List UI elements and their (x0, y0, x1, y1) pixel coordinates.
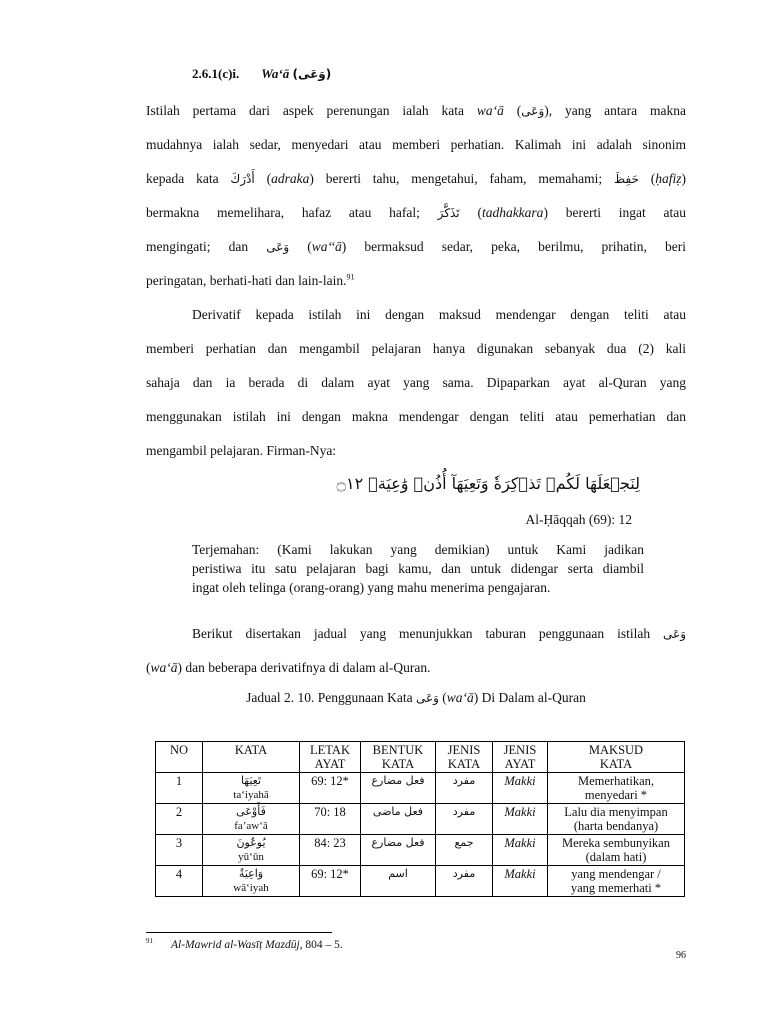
section-title: Wa‘ā (261, 66, 290, 81)
maksud-line: (harta bendanya) (573, 819, 659, 833)
cell-letak-ayat: 84: 23 (300, 835, 361, 866)
paragraph-3 (146, 617, 686, 685)
text-run: mengingati; dan (146, 239, 267, 254)
cell-letak-ayat: 70: 18 (300, 804, 361, 835)
text-run: kepada kata (146, 171, 231, 186)
text-run: ) (681, 171, 686, 186)
header-jenis-ayat (493, 742, 548, 773)
cell-bentuk-kata: فعل ماضى (361, 804, 436, 835)
verse-reference: Al-Ḥāqqah (69): 12 (525, 512, 632, 527)
arabic-term: تَذَكَّرَ (437, 206, 460, 220)
footnote-source-title: Al-Mawrid al-Wasīṭ Mazdūj (171, 939, 300, 951)
page-number: 96 (676, 950, 686, 961)
header-kata: KATA (203, 742, 300, 773)
kata-transliteration: ta‘iyahā (233, 789, 269, 801)
cell-jenis-ayat: Makki (493, 866, 548, 897)
kata-arabic: فَأَوْعَى (236, 805, 266, 818)
text-line: Terjemahan: (Kami lakukan yang demikian) untuk Kami jadikan (192, 542, 644, 557)
text-line: ingat oleh telinga (orang-orang) yang mahu menerima pengajaran. (192, 580, 551, 595)
table-row (156, 866, 685, 897)
arabic-term: حَفِظَ (613, 172, 639, 186)
cell-jenis-kata: مفرد (436, 866, 493, 897)
text-run: ), yang antara makna (544, 103, 686, 118)
cell-kata (203, 835, 300, 866)
arabic-term: وَعَى (266, 240, 290, 254)
text-line (146, 196, 686, 230)
kata-transliteration: fa’aw‘ā (234, 820, 268, 832)
term-adraka: adraka (271, 171, 310, 186)
paragraph-2 (146, 298, 686, 468)
header-maksud-kata (548, 742, 685, 773)
text-line: menggunakan istilah ini dengan makna mendengar dengan teliti atau pemerhatian dan (146, 409, 686, 424)
text-run: ( (289, 239, 312, 254)
text-run: ) dan beberapa derivatifnya di dalam al-Quran. (177, 660, 431, 675)
term-wa-a: wa‘ā (476, 103, 504, 118)
cell-bentuk-kata: فعل مضارع (361, 835, 436, 866)
text-run: ( (254, 171, 272, 186)
cell-kata (203, 804, 300, 835)
kata-arabic: تَعِيَهَا (240, 774, 262, 787)
text-line: peristiwa itu satu pelajaran bagi kamu, dan untuk didengar serta diambil (192, 561, 644, 576)
header-line: KATA (381, 757, 415, 771)
table-caption (146, 690, 686, 706)
header-line: KATA (447, 757, 481, 771)
section-number: 2.6.1(c)i. (192, 66, 240, 81)
header-line: JENIS (503, 743, 537, 757)
maksud-line: Mereka sembunyikan (562, 836, 670, 850)
maksud-line: Memerhatikan, (577, 774, 654, 788)
cell-no: 1 (156, 773, 203, 804)
cell-maksud (548, 804, 685, 835)
header-line: AYAT (314, 757, 346, 771)
term-wa-a: wa‘ā (446, 690, 474, 705)
cell-jenis-kata: مفرد (436, 773, 493, 804)
cell-letak-ayat: 69: 12* (300, 866, 361, 897)
arabic-term: وَعَى (663, 627, 686, 641)
cell-kata (203, 866, 300, 897)
kata-transliteration: wā‘iyah (233, 882, 269, 894)
header-line: AYAT (504, 757, 536, 771)
text-line: mudahnya ialah sedar, menyedari atau memberi perhatian. Kalimah ini adalah sinonim (146, 137, 686, 152)
term-wa-a: wa‘ā (150, 660, 178, 675)
text-line: memberi perhatian dan mengambil pelajaran hanya digunakan sebanyak dua (2) kali (146, 341, 686, 356)
arabic-term: وَعَى (415, 691, 439, 705)
term-wa-a: wa‘‘ā (311, 239, 342, 254)
maksud-line: yang memerhati * (570, 881, 662, 895)
text-run: ( (146, 660, 151, 675)
text-line: Derivatif kepada istilah ini dengan maksud mendengar dengan teliti atau (192, 307, 686, 322)
text-run: peringatan, berhati-hati dan lain-lain. (146, 273, 347, 288)
term-tadhakkara: tadhakkara (481, 205, 544, 220)
text-run: ) bermaksud sedar, peka, berilmu, prihatin, beri (341, 239, 687, 254)
table-row (156, 804, 685, 835)
text-line (146, 651, 686, 685)
text-run: Berikut disertakan jadual yang menunjukkan taburan penggunaan istilah (192, 626, 664, 641)
text-run: Jadual 2. 10. Penggunaan Kata (246, 690, 416, 705)
cell-no: 4 (156, 866, 203, 897)
cell-kata (203, 773, 300, 804)
cell-bentuk-kata: اسم (361, 866, 436, 897)
table-row (156, 773, 685, 804)
text-run: ( (638, 171, 656, 186)
cell-jenis-ayat: Makki (493, 804, 548, 835)
footnote-divider (146, 932, 332, 933)
text-run: ) Di Dalam al-Quran (473, 690, 586, 705)
header-line: KATA (599, 757, 633, 771)
usage-table (155, 741, 685, 897)
header-no: NO (156, 742, 203, 773)
header-bentuk-kata (361, 742, 436, 773)
cell-jenis-kata: جمع (436, 835, 493, 866)
maksud-line: (dalam hati) (585, 850, 647, 864)
text-line: sahaja dan ia berada di dalam ayat yang sama. Dipaparkan ayat al-Quran yang (146, 375, 686, 390)
cell-jenis-ayat: Makki (493, 835, 548, 866)
cell-maksud (548, 866, 685, 897)
footnote-91 (146, 939, 343, 951)
text-line (146, 230, 686, 264)
text-run: bermakna memelihara, hafaz atau hafal; (146, 205, 438, 220)
table-header-row (156, 742, 685, 773)
header-line: BENTUK (372, 743, 424, 757)
text-line (146, 617, 686, 651)
arabic-term: أَدْرَكَ (230, 172, 255, 186)
header-jenis-kata (436, 742, 493, 773)
maksud-line: Lalu dia menyimpan (564, 805, 668, 819)
header-line: LETAK (310, 743, 350, 757)
cell-maksud (548, 773, 685, 804)
paragraph-1 (146, 94, 686, 298)
kata-arabic: وَاعِيَةٌ (238, 867, 264, 880)
footnote-marker[interactable]: 91 (346, 272, 355, 282)
cell-no: 3 (156, 835, 203, 866)
maksud-line: menyedari * (584, 788, 648, 802)
quran-verse-arabic: لِنَجۡعَلَهَا لَكُمۡ تَذۡكِرَةٗ وَتَعِيَهَآ أُذُنٞ وَٰعِيَةٞ ۝١٢ (336, 474, 640, 493)
verse-translation (192, 540, 644, 597)
text-line (146, 264, 686, 298)
footnote-pages: , 804 – 5. (299, 939, 343, 951)
kata-arabic: يُوعُونَ (236, 836, 266, 849)
section-heading (192, 66, 331, 82)
header-line: MAKSUD (588, 743, 644, 757)
cell-jenis-ayat: Makki (493, 773, 548, 804)
header-letak-ayat (300, 742, 361, 773)
header-line: JENIS (447, 743, 481, 757)
text-run: ) bererti tahu, mengetahui, faham, memahami; (309, 171, 614, 186)
text-run: ( (438, 690, 447, 705)
cell-maksud (548, 835, 685, 866)
text-run: ( (503, 103, 522, 118)
maksud-line: yang mendengar / (571, 867, 661, 881)
text-run: ( (459, 205, 482, 220)
footnote-number: 91 (146, 937, 153, 946)
term-hafiz: ḥafiẓ (655, 171, 682, 186)
cell-jenis-kata: مفرد (436, 804, 493, 835)
cell-letak-ayat: 69: 12* (300, 773, 361, 804)
cell-no: 2 (156, 804, 203, 835)
text-line (146, 94, 686, 128)
arabic-term: وَعَى (521, 104, 545, 118)
section-title-arabic: (وَعَى) (292, 67, 332, 81)
kata-transliteration: yū‘ūn (238, 851, 264, 863)
table-row (156, 835, 685, 866)
cell-bentuk-kata: فعل مضارع (361, 773, 436, 804)
text-line (146, 162, 686, 196)
text-run: ) bererti ingat atau (543, 205, 686, 220)
text-run: Istilah pertama dari aspek perenungan ialah kata (146, 103, 477, 118)
text-line: mengambil pelajaran. Firman-Nya: (146, 443, 337, 458)
